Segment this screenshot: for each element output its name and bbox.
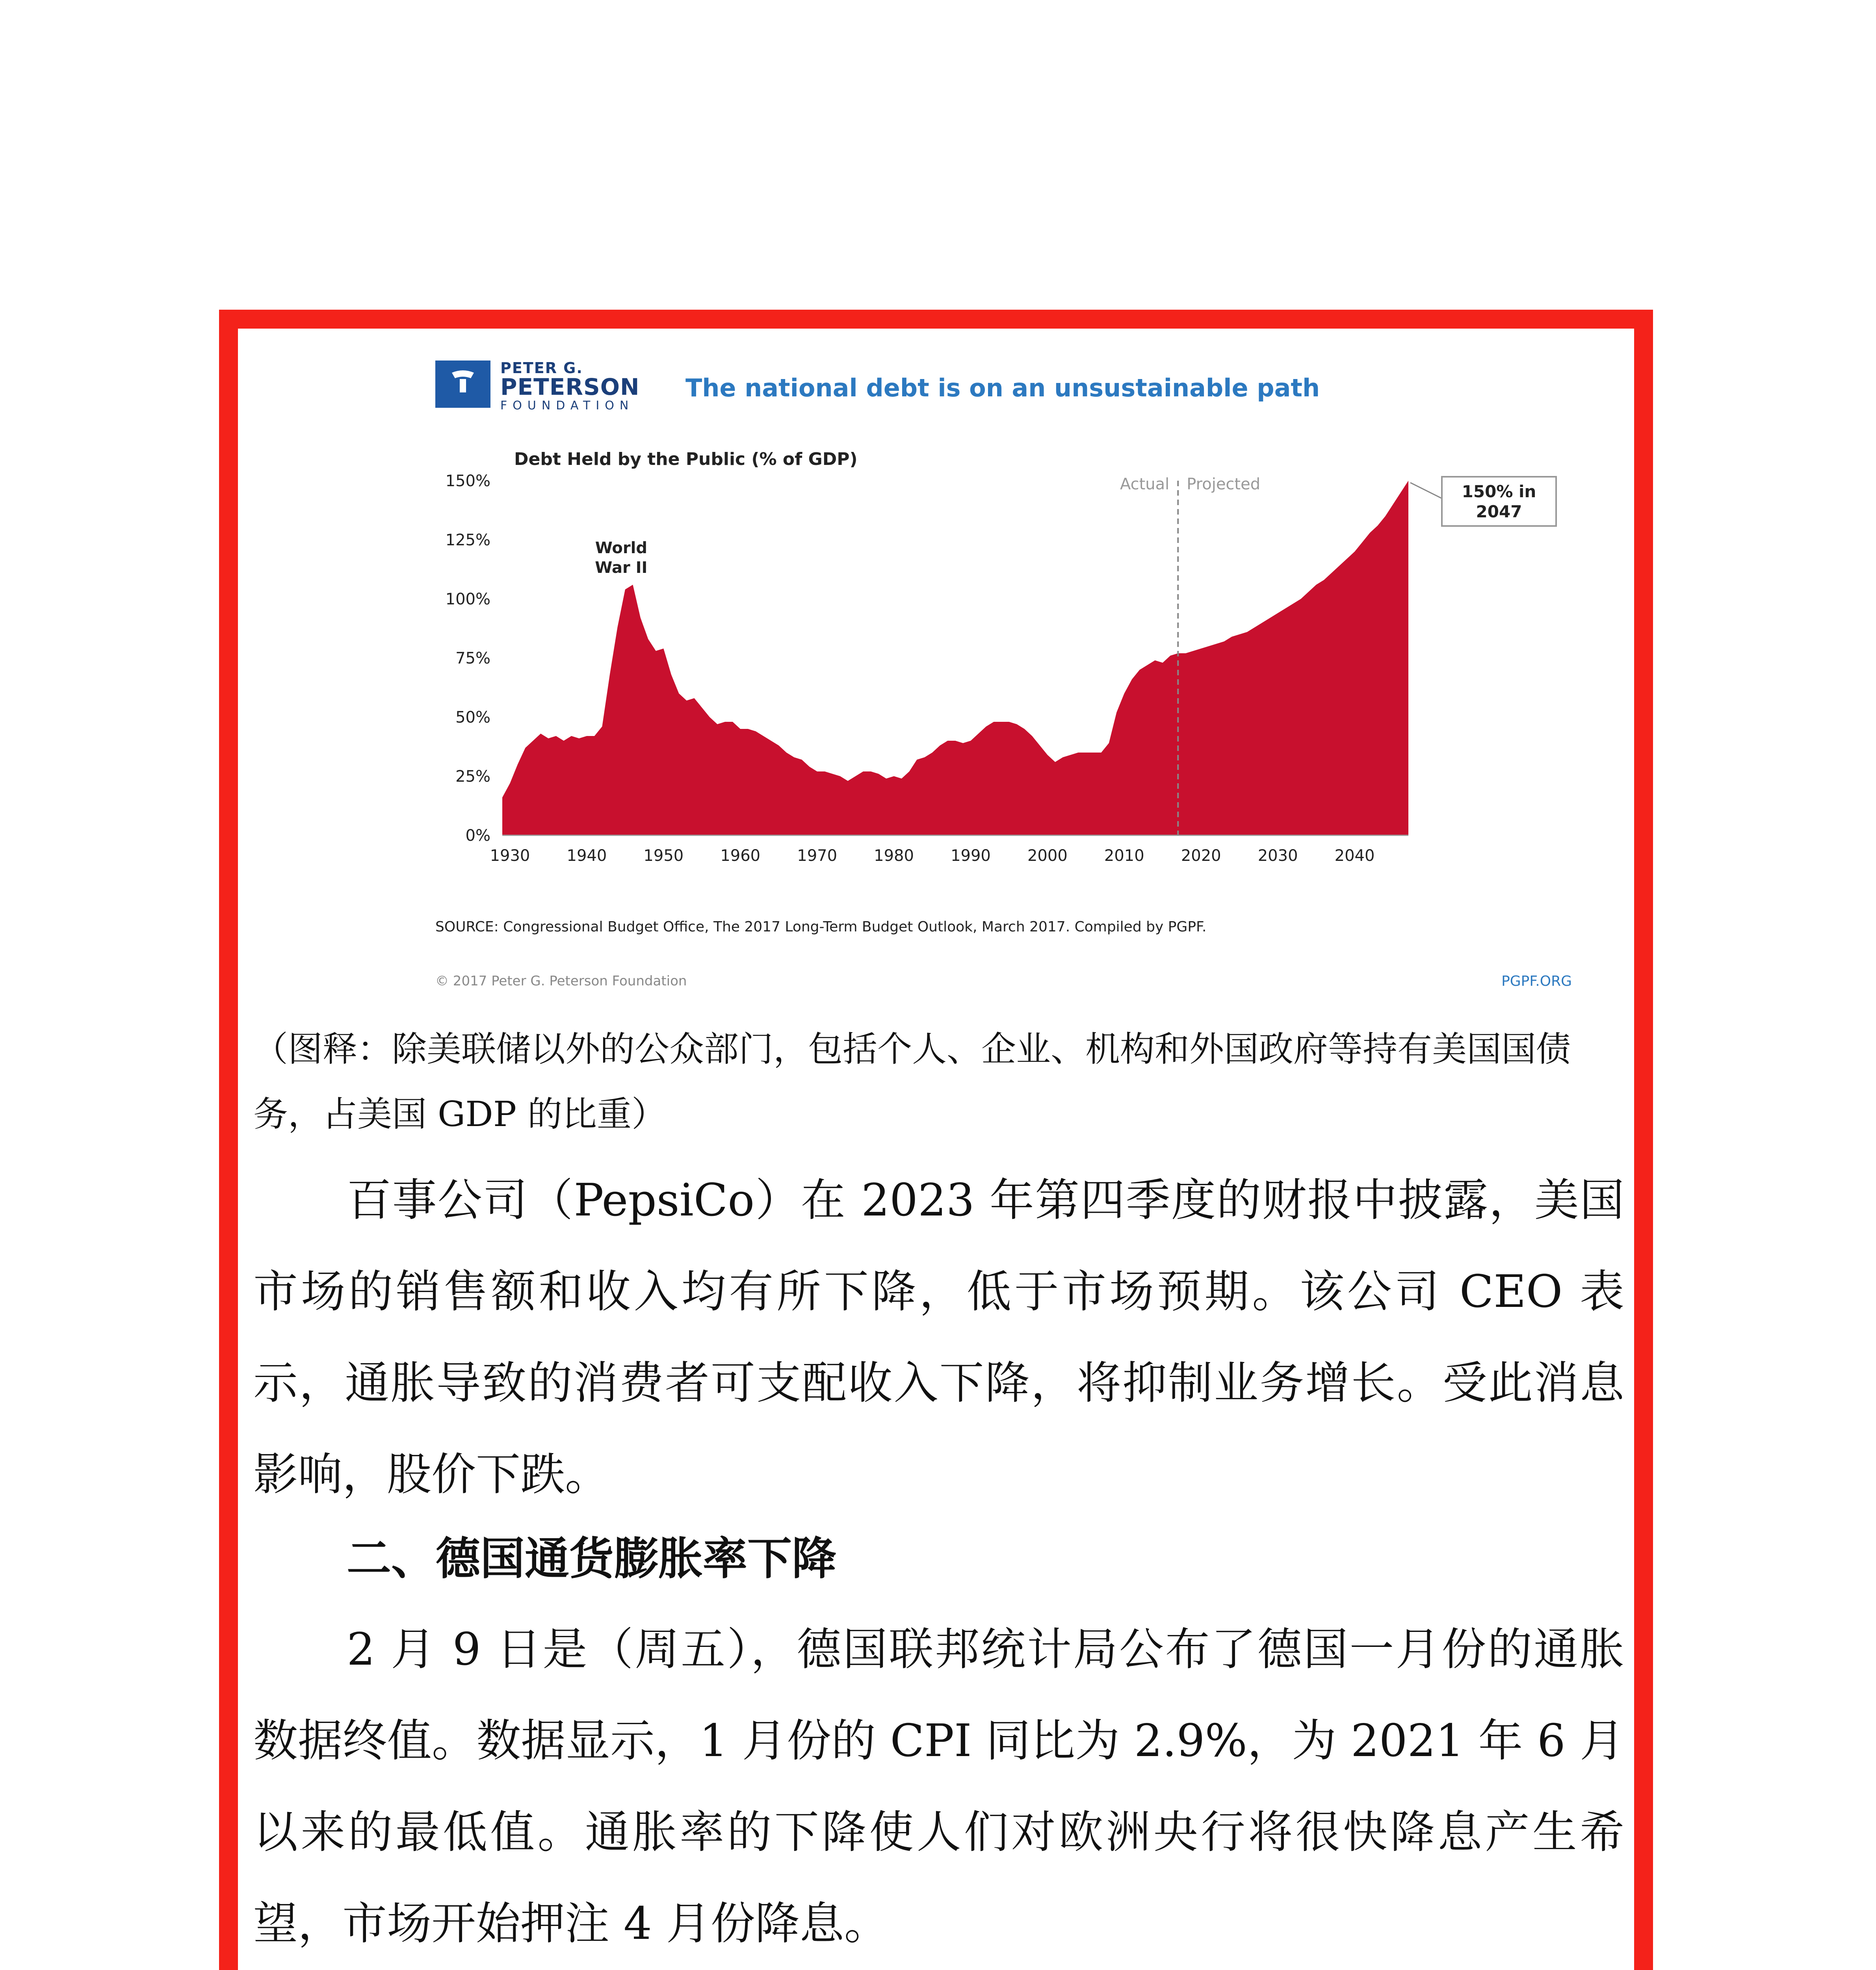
wwii-annotation-line1: World xyxy=(595,539,647,557)
logo-line-1: PETER G. xyxy=(500,359,583,377)
y-tick-label: 100% xyxy=(445,590,490,608)
figure-source: SOURCE: Congressional Budget Office, The 2017 Long-Term Budget Outlook, March 2017. Compiled by PGPF. xyxy=(435,919,1207,935)
paragraph-german-inflation: 2 月 9 日是（周五），德国联邦统计局公布了德国一月份的通胀数据终值。数据显示，1 月份的 CPI 同比为 2.9%，为 2021 年 6 月以来的最低值。通胀率的下降使人们对欧洲央行将很快降息产生希望，市场开始押注 4 月份降息。 xyxy=(253,1623,1624,1950)
x-tick-label: 1950 xyxy=(643,847,684,865)
debt-chart-figure xyxy=(412,355,1586,1005)
x-tick-label: 1930 xyxy=(490,847,530,865)
x-tick-label: 1980 xyxy=(874,847,914,865)
debt-area-series xyxy=(502,481,1408,835)
actual-label: Actual xyxy=(1120,475,1170,493)
logo-line-3: FOUNDATION xyxy=(500,399,634,413)
y-tick-label: 25% xyxy=(455,768,490,786)
y-tick-label: 50% xyxy=(455,708,490,727)
chart-title: Debt Held by the Public (% of GDP) xyxy=(514,449,858,469)
wwii-annotation-line2: War II xyxy=(595,559,648,577)
torch-icon xyxy=(448,370,478,393)
x-tick-label: 1990 xyxy=(951,847,991,865)
x-tick-label: 1940 xyxy=(567,847,607,865)
callout-line1: 150% in xyxy=(1462,482,1536,501)
callout-pointer xyxy=(1410,483,1442,498)
figure-title: The national debt is on an unsustainable path xyxy=(685,374,1320,402)
x-tick-label: 2030 xyxy=(1257,847,1298,865)
x-tick-label: 2010 xyxy=(1104,847,1144,865)
debt-area-chart xyxy=(412,422,1586,910)
figure-website: PGPF.ORG xyxy=(1501,973,1572,989)
y-tick-label: 75% xyxy=(455,649,490,667)
x-tick-label: 2020 xyxy=(1181,847,1221,865)
y-tick-label: 150% xyxy=(445,472,490,490)
y-tick-label: 0% xyxy=(465,827,490,845)
x-tick-label: 2000 xyxy=(1027,847,1068,865)
x-tick-label: 2040 xyxy=(1334,847,1375,865)
y-tick-label: 125% xyxy=(445,531,490,549)
callout-line2: 2047 xyxy=(1476,502,1522,521)
paragraph-pepsico: 百事公司（PepsiCo）在 2023 年第四季度的财报中披露，美国市场的销售额和收入均有所下降，低于市场预期。该公司 CEO 表示，通胀导致的消费者可支配收入下降，将抑制业务增长。受此消息影响，股价下跌。 xyxy=(253,1174,1624,1500)
section-heading: 二、德国通货膨胀率下降 xyxy=(347,1533,836,1585)
figure-copyright: © 2017 Peter G. Peterson Foundation xyxy=(435,973,687,989)
projected-label: Projected xyxy=(1187,475,1261,493)
logo-line-2: PETERSON xyxy=(500,374,640,400)
figure-caption: （图释：除美联储以外的公众部门，包括个人、企业、机构和外国政府等持有美国国债务，占美国 GDP 的比重） xyxy=(253,1029,1571,1134)
x-tick-label: 1970 xyxy=(797,847,838,865)
x-tick-label: 1960 xyxy=(720,847,761,865)
